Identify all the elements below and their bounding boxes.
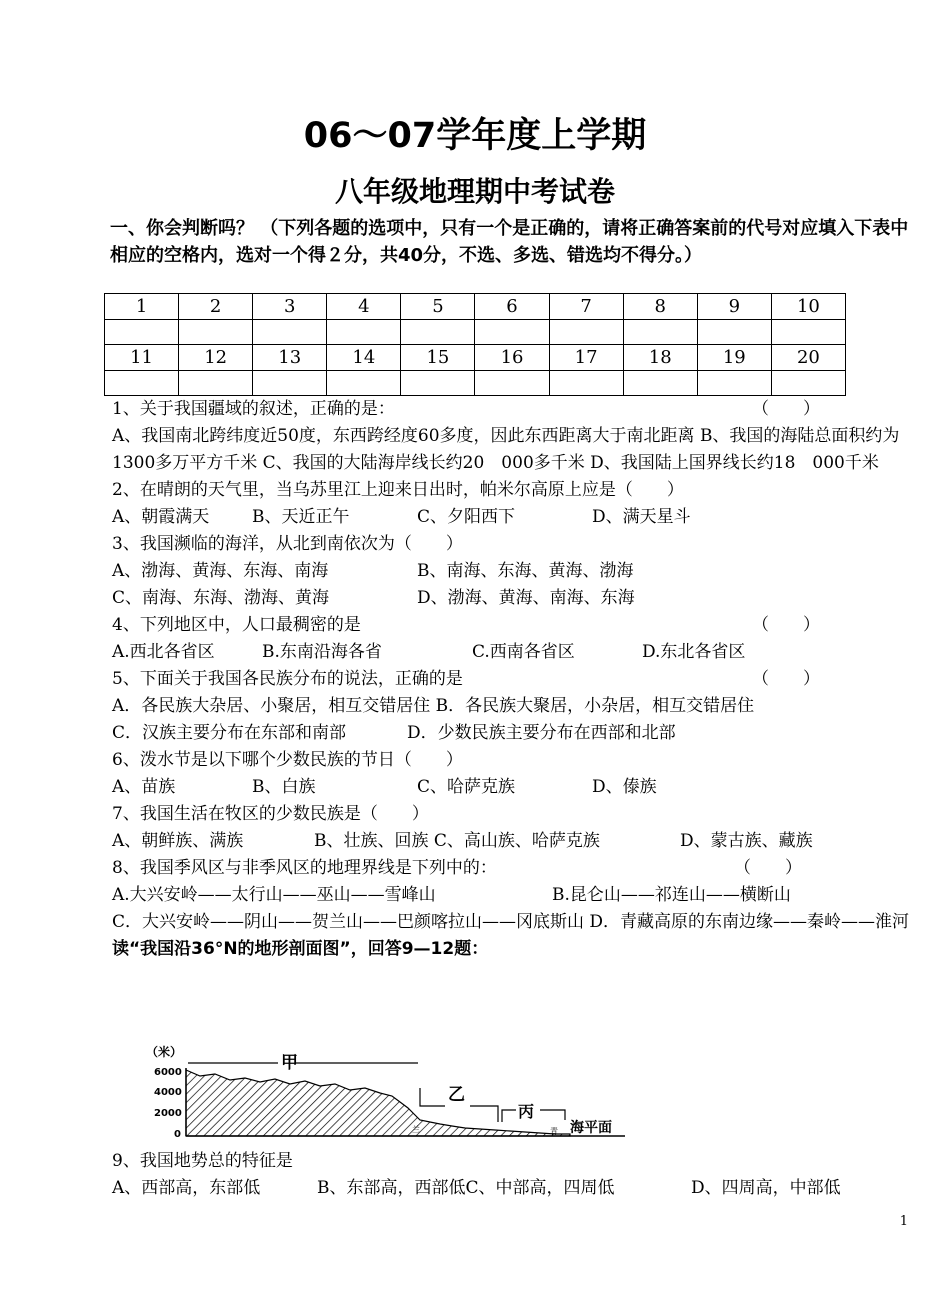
label-bing: 丙 bbox=[518, 1102, 535, 1121]
question-7-options bbox=[112, 828, 912, 855]
answer-number: 18 bbox=[623, 345, 697, 371]
answer-cell[interactable] bbox=[401, 320, 475, 345]
answer-cell[interactable] bbox=[771, 371, 845, 396]
answer-cell[interactable] bbox=[401, 371, 475, 396]
question-8-options-ab bbox=[112, 882, 912, 909]
question-2: 2、在晴朗的天气里，当乌苏里江上迎来日出时，帕米尔高原上应是（ ） bbox=[112, 480, 684, 500]
option-bc bbox=[317, 1175, 691, 1202]
answer-cell[interactable] bbox=[253, 371, 327, 396]
figure-prompt: 读“我国沿36°N的地形剖面图”，回答9—12题： bbox=[112, 939, 489, 959]
answer-cell[interactable] bbox=[179, 371, 253, 396]
answer-table-header-row bbox=[105, 345, 846, 371]
bracket-yi bbox=[420, 1088, 445, 1106]
question-9-options bbox=[112, 1175, 912, 1202]
small-label: 兰 bbox=[412, 1125, 420, 1134]
question-8 bbox=[112, 855, 912, 882]
answer-cell[interactable] bbox=[327, 371, 401, 396]
answer-number: 9 bbox=[697, 294, 771, 320]
option-d: D、蒙古族、藏族 bbox=[680, 831, 813, 851]
question-5-options-ab: A．各民族大杂居、小聚居，相互交错居住 B．各民族大聚居，小杂居，相互交错居住 bbox=[112, 696, 755, 716]
answer-number: 1 bbox=[105, 294, 179, 320]
answer-table-blank-row bbox=[105, 371, 846, 396]
answer-number: 16 bbox=[475, 345, 549, 371]
label-jia: 甲 bbox=[281, 1053, 298, 1073]
question-5-options-cd bbox=[112, 720, 912, 747]
tick-label: 2000 bbox=[154, 1108, 182, 1119]
answer-number: 15 bbox=[401, 345, 475, 371]
answer-cell[interactable] bbox=[623, 371, 697, 396]
answer-paren: （ ） bbox=[734, 858, 802, 878]
option-a: A、西部高，东部低 bbox=[112, 1178, 261, 1198]
option-b: B、东部高，西部低 bbox=[317, 1178, 466, 1198]
answer-cell[interactable] bbox=[549, 320, 623, 345]
answer-paren: （ ） bbox=[752, 615, 820, 635]
question-text: 8、我国季风区与非季风区的地理界线是下列中的： bbox=[112, 858, 497, 878]
answer-table-header-row bbox=[105, 294, 846, 320]
answer-number: 19 bbox=[697, 345, 771, 371]
option-b: B.昆仑山——祁连山——横断山 bbox=[552, 885, 791, 905]
answer-cell[interactable] bbox=[105, 371, 179, 396]
exam-subtitle: 八年级地理期中考试卷 bbox=[334, 175, 615, 208]
unit-label: （米） bbox=[146, 1045, 183, 1059]
terrain-profile-figure bbox=[140, 1038, 640, 1143]
option-c: C、夕阳西下 bbox=[417, 507, 516, 527]
option-c: C、哈萨克族 bbox=[417, 777, 516, 797]
question-5 bbox=[112, 666, 912, 693]
question-text: 1、关于我国疆域的叙述，正确的是： bbox=[112, 399, 395, 419]
question-6-options bbox=[112, 774, 912, 801]
answer-cell[interactable] bbox=[771, 320, 845, 345]
option-bc: B、壮族、回族 C、高山族、哈萨克族 bbox=[314, 831, 600, 851]
question-text: 4、下列地区中，人口最稠密的是 bbox=[112, 615, 361, 635]
answer-number: 20 bbox=[771, 345, 845, 371]
answer-cell[interactable] bbox=[549, 371, 623, 396]
question-9-block bbox=[112, 1148, 912, 1202]
option-b: B、南海、东海、黄海、渤海 bbox=[417, 561, 634, 581]
question-3-options-cd bbox=[112, 585, 912, 612]
option-c: C．汉族主要分布在东部和南部 bbox=[112, 723, 347, 743]
option-c: C.西南各省区 bbox=[472, 642, 575, 662]
answer-number: 11 bbox=[105, 345, 179, 371]
question-3: 3、我国濒临的海洋，从北到南依次为（ ） bbox=[112, 534, 463, 554]
question-9: 9、我国地势总的特征是 bbox=[112, 1151, 293, 1171]
page-number: 1 bbox=[899, 1214, 908, 1229]
answer-number: 17 bbox=[549, 345, 623, 371]
question-list bbox=[112, 396, 912, 963]
question-text: 5、下面关于我国各民族分布的说法，正确的是 bbox=[112, 669, 463, 689]
tick-label: 6000 bbox=[154, 1067, 182, 1078]
question-8-options-cd: C．大兴安岭——阴山——贺兰山——巴颜喀拉山——冈底斯山 D．青藏高原的东南边缘——秦岭——淮河 bbox=[112, 912, 910, 932]
answer-number: 14 bbox=[327, 345, 401, 371]
answer-table-blank-row bbox=[105, 320, 846, 345]
option-c: C、南海、东海、渤海、黄海 bbox=[112, 588, 330, 608]
answer-table bbox=[104, 293, 846, 396]
small-label: 青 bbox=[550, 1127, 558, 1136]
option-d: D．少数民族主要分布在西部和北部 bbox=[407, 723, 676, 743]
answer-cell[interactable] bbox=[179, 320, 253, 345]
terrain-profile bbox=[186, 1070, 570, 1136]
answer-number: 12 bbox=[179, 345, 253, 371]
option-d: D、渤海、黄海、南海、东海 bbox=[417, 588, 635, 608]
option-a: A、朝鲜族、满族 bbox=[112, 831, 244, 851]
question-4 bbox=[112, 612, 912, 639]
option-a: A、渤海、黄海、东海、南海 bbox=[112, 561, 329, 581]
answer-number: 10 bbox=[771, 294, 845, 320]
bracket-bing bbox=[540, 1110, 565, 1120]
option-b: B、白族 bbox=[252, 777, 316, 797]
question-3-options-ab bbox=[112, 558, 912, 585]
option-d: D、满天星斗 bbox=[592, 507, 691, 527]
answer-cell[interactable] bbox=[327, 320, 401, 345]
answer-cell[interactable] bbox=[623, 320, 697, 345]
question-4-options bbox=[112, 639, 912, 666]
answer-number: 5 bbox=[401, 294, 475, 320]
answer-number: 2 bbox=[179, 294, 253, 320]
section-instructions: 一、你会判断吗？ （下列各题的选项中，只有一个是正确的，请将正确答案前的代号对应填入下表中相应的空格内，选对一个得２分，共40分，不选、多选、错选均不得分。） bbox=[110, 218, 909, 266]
tick-label: 4000 bbox=[154, 1087, 182, 1098]
option-a: A、苗族 bbox=[112, 777, 176, 797]
option-a: A、朝霞满天 bbox=[112, 507, 210, 527]
answer-cell[interactable] bbox=[253, 320, 327, 345]
option-d: D.东北各省区 bbox=[642, 642, 746, 662]
question-7: 7、我国生活在牧区的少数民族是（ ） bbox=[112, 804, 429, 824]
option-a: A.西北各省区 bbox=[112, 642, 215, 662]
answer-number: 13 bbox=[253, 345, 327, 371]
question-1-options: A、我国南北跨纬度近50度，东西跨经度60多度，因此东西距离大于南北距离 B、我国的海陆总面积约为1300多万平方千米 C、我国的大陆海岸线长约20 000多千米 D、我国陆上国界线长约18 000千米 bbox=[112, 426, 900, 473]
label-sea-level: 海平面 bbox=[570, 1120, 612, 1136]
answer-cell[interactable] bbox=[697, 371, 771, 396]
answer-paren: （ ） bbox=[752, 669, 820, 689]
question-6: 6、泼水节是以下哪个少数民族的节日（ ） bbox=[112, 750, 463, 770]
answer-cell[interactable] bbox=[475, 320, 549, 345]
answer-number: 4 bbox=[327, 294, 401, 320]
question-2-options bbox=[112, 504, 912, 531]
option-b: B、天近正午 bbox=[252, 507, 350, 527]
option-c: C、中部高，四周低 bbox=[465, 1178, 615, 1198]
answer-number: 3 bbox=[253, 294, 327, 320]
option-a: A.大兴安岭——太行山——巫山——雪峰山 bbox=[112, 885, 436, 905]
answer-number: 8 bbox=[623, 294, 697, 320]
bracket-bing bbox=[502, 1110, 516, 1122]
answer-paren: （ ） bbox=[752, 399, 820, 419]
tick-label: 0 bbox=[174, 1129, 181, 1140]
answer-cell[interactable] bbox=[105, 320, 179, 345]
answer-cell[interactable] bbox=[475, 371, 549, 396]
option-b: B.东南沿海各省 bbox=[262, 642, 382, 662]
exam-title: 06～07学年度上学期 bbox=[303, 116, 647, 156]
option-d: D、傣族 bbox=[592, 777, 657, 797]
option-d: D、四周高，中部低 bbox=[691, 1178, 841, 1198]
answer-number: 7 bbox=[549, 294, 623, 320]
answer-cell[interactable] bbox=[697, 320, 771, 345]
answer-number: 6 bbox=[475, 294, 549, 320]
question-1 bbox=[112, 396, 912, 423]
label-yi: 乙 bbox=[448, 1085, 465, 1105]
bracket-yi bbox=[470, 1106, 498, 1122]
